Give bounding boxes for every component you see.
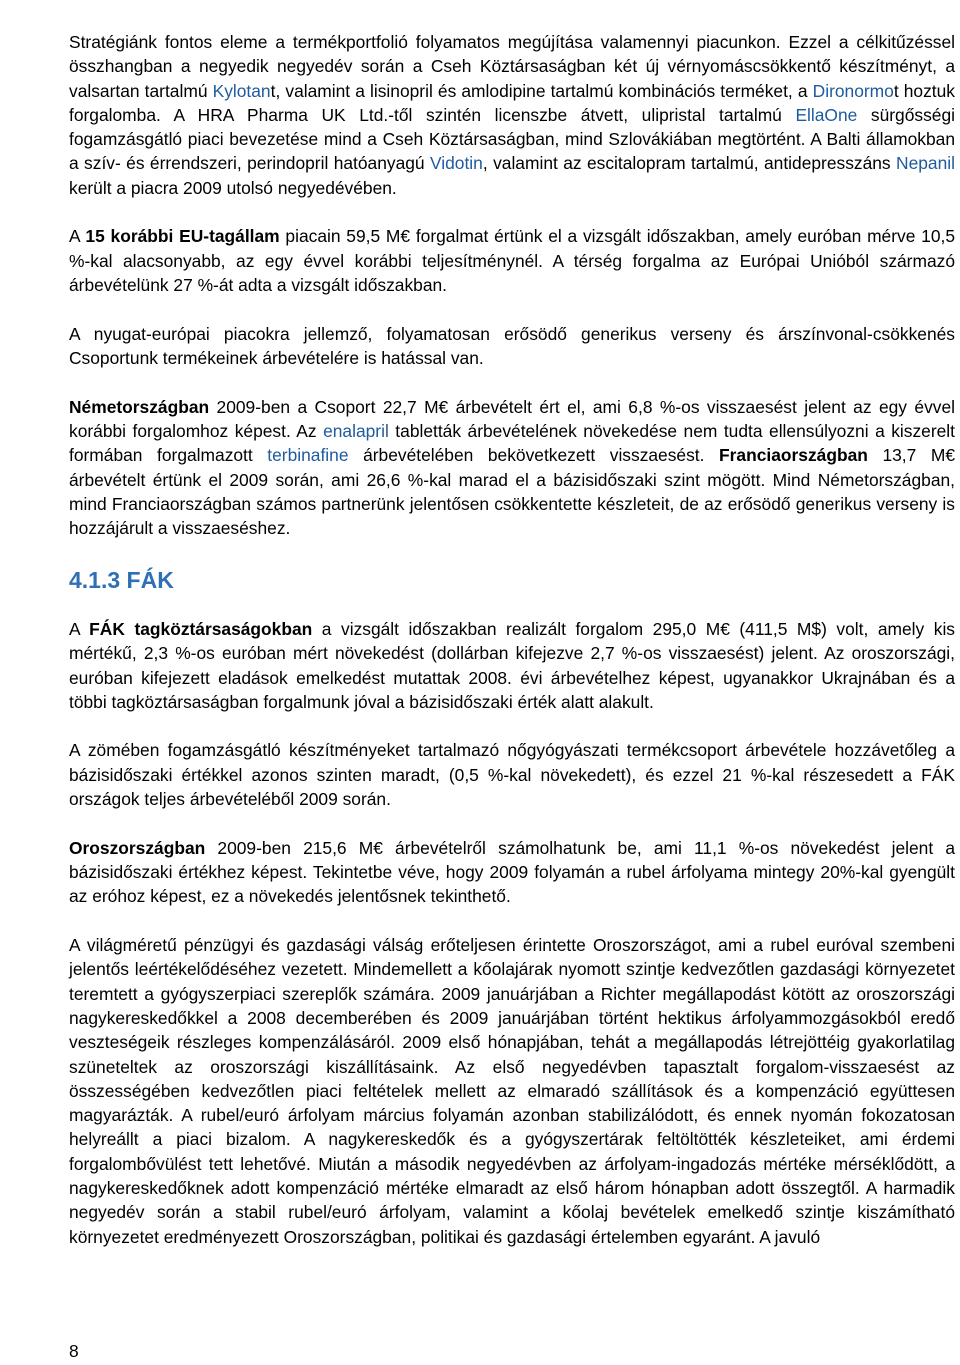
bold-germany: Németországban bbox=[69, 396, 210, 417]
product-nepanil: Nepanil bbox=[896, 153, 955, 174]
paragraph-fak bbox=[69, 617, 955, 714]
paragraph-portfolio bbox=[69, 30, 955, 200]
text: t, valamint a lisinopril és amlodipine tartalmú kombinációs terméket, a bbox=[270, 80, 813, 101]
text: a vizsgált időszakban realizált forgalom 295,0 M€ (411,5 M$) volt, amely kis mértékű, 2,3 %-os euróban mért növekedést (dollárban kifejezve 2,7 %-os visszaesést) jelent. Az oroszországi, euróban kifejezett eladások emelkedést mutattak 2008. évi árbevételhez képest, ugyanakkor Ukrajnában és a többi tagköztársaságban forgalmunk jóval a bázisidőszaki érték alatt alakult. bbox=[69, 618, 956, 712]
paragraph-russia bbox=[69, 836, 955, 909]
bold-russia: Oroszországban bbox=[69, 837, 206, 858]
product-ellaone: EllaOne bbox=[795, 104, 858, 125]
bold-fak: FÁK tagköztársaságokban bbox=[89, 618, 313, 639]
text: A bbox=[69, 226, 86, 247]
text: 2009-ben a Csoport 22,7 M€ árbevételt ért el, ami 6,8 %-os visszaesést jelent az egy évvel korábbi forgalomhoz képest. Az bbox=[69, 396, 955, 442]
product-kylotan: Kylotan bbox=[212, 80, 271, 101]
document-body bbox=[69, 30, 955, 1273]
paragraph-western-europe: A nyugat-európai piacokra jellemző, folyamatosan erősödő generikus verseny és árszínvonal-csökkenés Csoportunk termékeinek árbevételére is hatással van. bbox=[69, 323, 955, 369]
text: 13,7 M€ árbevételt értünk el 2009 során, ami 26,6 %-kal marad el a bázisidőszaki szint mögött. Mind Németországban, mind Franciaországban számos partnerünk jelentősen csökkentette készleteit, de az erősödő generikus verseny is hozzájárult a visszaeséshez. bbox=[69, 445, 956, 539]
paragraph-eu15 bbox=[69, 224, 955, 297]
text: került a piacra 2009 utolsó negyedévében. bbox=[69, 177, 397, 198]
text: 2009-ben 215,6 M€ árbevételről számolhatunk be, ami 11,1 %-os növekedést jelent a bázisidőszaki értékhez képest. Tekintetbe véve, hogy 2009 folyamán a rubel árfolyama mintegy 20%-kal gyengült az eróhoz képest, ez a növekedés jelentősnek tekinthető. bbox=[69, 837, 955, 907]
text: , valamint az escitalopram tartalmú, antidepresszáns bbox=[482, 153, 897, 174]
bold-eu15: 15 korábbi EU-tagállam bbox=[85, 226, 280, 247]
page-number: 8 bbox=[69, 1341, 79, 1361]
product-vidotin: Vidotin bbox=[429, 153, 483, 174]
text: sürgősségi fogamzásgátló piaci bevezetése mind a Cseh Köztársaságban, mind Szlovákiában megtörtént. A Balti államokban a szív- és érrendszeri, perindopril hatóanyagú bbox=[69, 104, 955, 174]
text: piacain 59,5 M€ forgalmat értünk el a vizsgált időszakban, amely euróban mérve 10,5 %-kal alacsonyabb, az egy évvel korábbi teljesítménynél. A térség forgalma az Európai Unióból származó árbevételünk 27 %-át adta a vizsgált időszakban. bbox=[69, 226, 956, 296]
text: A bbox=[69, 618, 90, 639]
bold-france: Franciaországban bbox=[719, 445, 868, 466]
paragraph-gynecology: A zömében fogamzásgátló készítményeket tartalmazó nőgyógyászati termékcsoport árbevétele hozzávetőleg a bázisidőszaki értékkel azonos szinten maradt, (0,5 %-kal növekedett), és ezzel 21 %-kal részesedett a FÁK országok teljes árbevételéből 2009 során. bbox=[69, 740, 955, 810]
text: árbevételében bekövetkezett visszaesést. bbox=[348, 445, 720, 466]
product-enalapril: enalapril bbox=[323, 421, 389, 442]
paragraph-germany-france bbox=[69, 395, 955, 541]
section-heading-fak: 4.1.3 FÁK bbox=[69, 566, 174, 593]
product-dironormo: Dironormo bbox=[812, 80, 894, 101]
text: Stratégiánk fontos eleme a termékportfolió folyamatos megújítása valamennyi piacunkon. Ezzel a célkitűzéssel összhangban a negyedik negyedév során a Cseh Köztársaságban két új vérnyomáscsökkentő készítményt, a valsartan tartalmú bbox=[69, 32, 955, 101]
paragraph-crisis: A világméretű pénzügyi és gazdasági válság erőteljesen érintette Oroszországot, ami a rubel euróval szembeni jelentős leértékelődéséhez vezetett. Mindemellett a kőolajárak nyomott szintje kedvezőtlen gazdasági környezetet teremtett a gyógyszerpiaci szereplők számára. 2009 januárjában a Richter megállapodást kötött az oroszországi nagykereskedőkkel a 2008 decemberében és 2009 januárjában történt hektikus árfolyammozgásokból eredő veszteségeik részleges kompenzálásáról. 2009 első hónapjában, tehát a megállapodás létrejöttéig gyakorlatilag szüneteltek az oroszországi kiszállításaink. Az első negyedévben tapasztalt forgalom-visszaesést az összességében kedvezőtlen piaci feltételek mellett az elmaradó szállítások és a kompenzáció együttesen magyarázták. A rubel/euró árfolyam március folyamán azonban stabilizálódott, és ennek nyomán fokozatosan helyreállt a piaci bizalom. A nagykereskedők és a gyógyszertárak feltöltötték készleteiket, ami érdemi forgalombővülést tett lehetővé. Miután a második negyedévben az árfolyam-ingadozás mértéke mérséklődött, a nagykereskedőknek adott kompenzáció mértéke elmaradt az első három hónapban adott összegtől. A harmadik negyedév során a stabil rubel/euró árfolyam, valamint a kőolaj bevételek emelkedő szintje kiszámítható környezetet eredményezett Oroszországban, politikai és gazdasági értelemben egyaránt. A javuló bbox=[69, 935, 955, 1247]
text: tabletták árbevételének növekedése nem tudta ellensúlyozni a kiszerelt formában forgalmazott bbox=[69, 421, 956, 466]
product-terbinafine: terbinafine bbox=[267, 445, 349, 466]
text: t hoztuk forgalomba. A HRA Pharma UK Ltd.-től szintén licenszbe átvett, ulipristal tartalmú bbox=[69, 80, 955, 125]
